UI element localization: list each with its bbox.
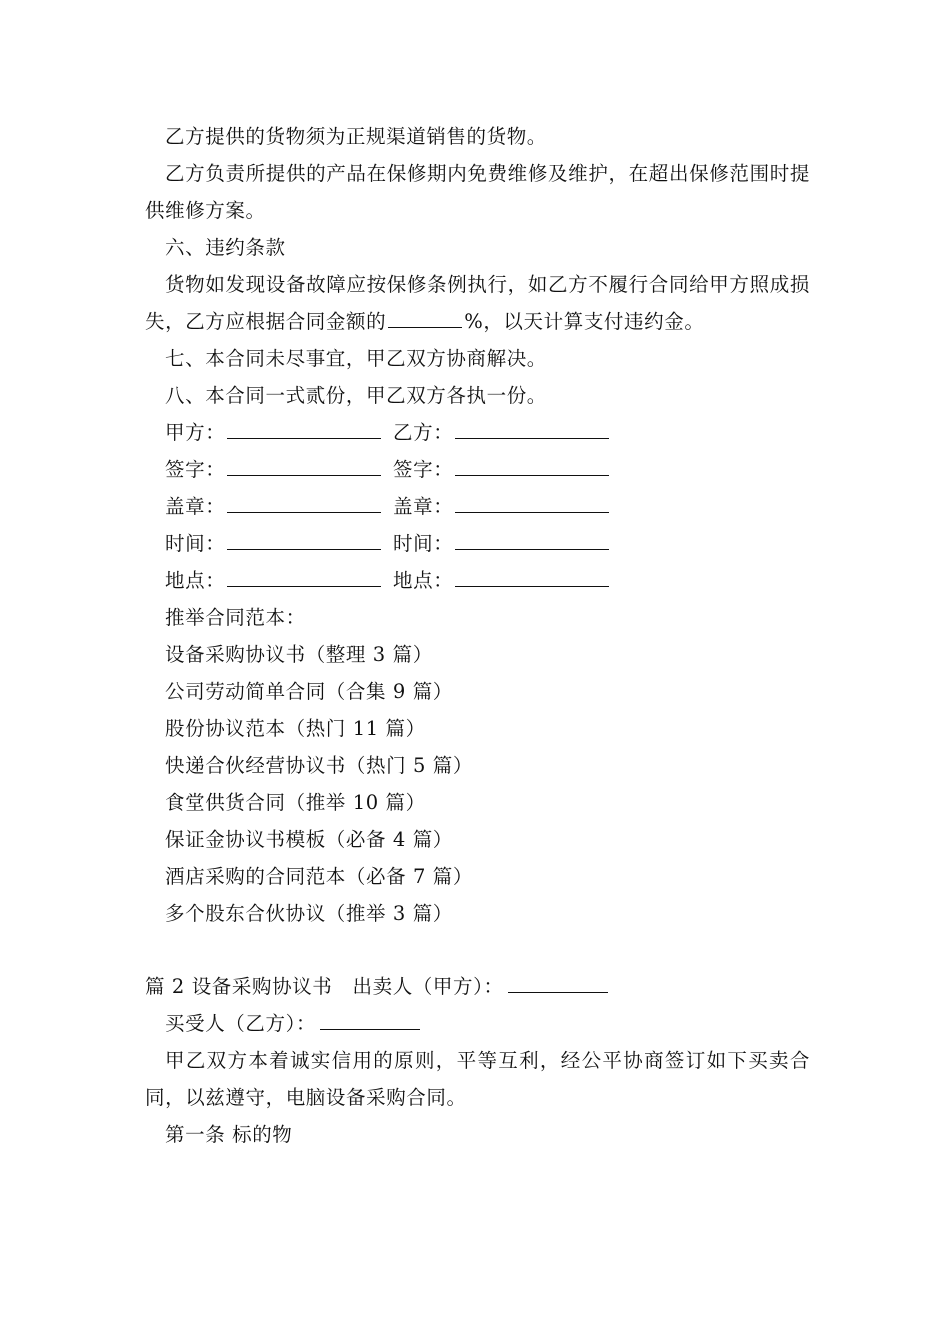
signature-row	[145, 562, 810, 599]
sign-b-label: 签字：	[393, 458, 454, 481]
seal-b-label: 盖章：	[393, 495, 454, 518]
seller-blank[interactable]	[508, 974, 608, 993]
paragraph-warranty: 乙方负责所提供的产品在保修期内免费维修及维护，在超出保修范围时提供维修方案。	[145, 162, 810, 222]
paragraph-goods-source: 乙方提供的货物须为正规渠道销售的货物。	[165, 125, 547, 148]
sign-a-field	[165, 451, 393, 488]
recommend-heading: 推举合同范本：	[165, 606, 306, 629]
place-a-field	[165, 562, 393, 599]
sign-a-blank[interactable]	[227, 457, 381, 476]
signature-row	[145, 414, 810, 451]
seal-a-field	[165, 488, 393, 525]
buyer-line	[145, 1005, 810, 1042]
seal-b-blank[interactable]	[455, 494, 609, 513]
recommend-item[interactable]: 快递合伙经营协议书（热门 5 篇）	[165, 754, 474, 777]
section-7: 七、本合同未尽事宜，甲乙双方协商解决。	[165, 347, 547, 370]
time-a-blank[interactable]	[227, 531, 381, 550]
seal-a-blank[interactable]	[227, 494, 381, 513]
buyer-label: 买受人（乙方）：	[165, 1012, 317, 1035]
place-a-blank[interactable]	[227, 568, 381, 587]
penalty-text-before: 货物如发现设备故障应按保修条例执行，如乙方不履行合同给甲方照成损失，乙方应根据合同金额的	[145, 273, 810, 333]
signature-block	[145, 414, 810, 599]
place-b-blank[interactable]	[455, 568, 609, 587]
recommend-item[interactable]: 公司劳动简单合同（合集 9 篇）	[165, 680, 453, 703]
time-a-field	[165, 525, 393, 562]
party-b-blank[interactable]	[455, 420, 609, 439]
party-b-field	[393, 414, 621, 451]
buyer-blank[interactable]	[320, 1011, 420, 1030]
part-2-title	[145, 968, 810, 1005]
time-b-label: 时间：	[393, 532, 454, 555]
recommend-item[interactable]: 保证金协议书模板（必备 4 篇）	[165, 828, 453, 851]
party-a-field	[165, 414, 393, 451]
signature-row	[145, 451, 810, 488]
section-spacer	[145, 932, 810, 968]
seal-b-field	[393, 488, 621, 525]
part-2-title-text: 篇 2 设备采购协议书 出卖人（甲方）：	[145, 975, 504, 998]
party-a-blank[interactable]	[227, 420, 381, 439]
section-8: 八、本合同一式贰份，甲乙双方各执一份。	[165, 384, 547, 407]
recommend-item[interactable]: 股份协议范本（热门 11 篇）	[165, 717, 426, 740]
signature-row	[145, 488, 810, 525]
sign-a-label: 签字：	[165, 458, 226, 481]
article-1-title: 第一条 标的物	[165, 1123, 293, 1146]
recommend-item[interactable]: 酒店采购的合同范本（必备 7 篇）	[165, 865, 474, 888]
sign-b-field	[393, 451, 621, 488]
party-a-label: 甲方：	[165, 421, 226, 444]
penalty-percent-blank[interactable]	[388, 309, 462, 328]
penalty-text-after: %，以天计算支付违约金。	[464, 310, 705, 333]
section-6-title: 六、违约条款	[165, 236, 286, 259]
seal-a-label: 盖章：	[165, 495, 226, 518]
part-2-intro: 甲乙双方本着诚实信用的原则，平等互利，经公平协商签订如下买卖合同，以兹遵守，电脑设备采购合同。	[145, 1049, 810, 1109]
recommend-item[interactable]: 设备采购协议书（整理 3 篇）	[165, 643, 433, 666]
recommend-item[interactable]: 多个股东合伙协议（推举 3 篇）	[165, 902, 453, 925]
place-a-label: 地点：	[165, 569, 226, 592]
recommend-item[interactable]: 食堂供货合同（推举 10 篇）	[165, 791, 426, 814]
paragraph-penalty	[145, 266, 810, 340]
document-body	[145, 118, 810, 1153]
party-b-label: 乙方：	[393, 421, 454, 444]
sign-b-blank[interactable]	[455, 457, 609, 476]
time-b-blank[interactable]	[455, 531, 609, 550]
signature-row	[145, 525, 810, 562]
time-a-label: 时间：	[165, 532, 226, 555]
time-b-field	[393, 525, 621, 562]
place-b-field	[393, 562, 621, 599]
place-b-label: 地点：	[393, 569, 454, 592]
